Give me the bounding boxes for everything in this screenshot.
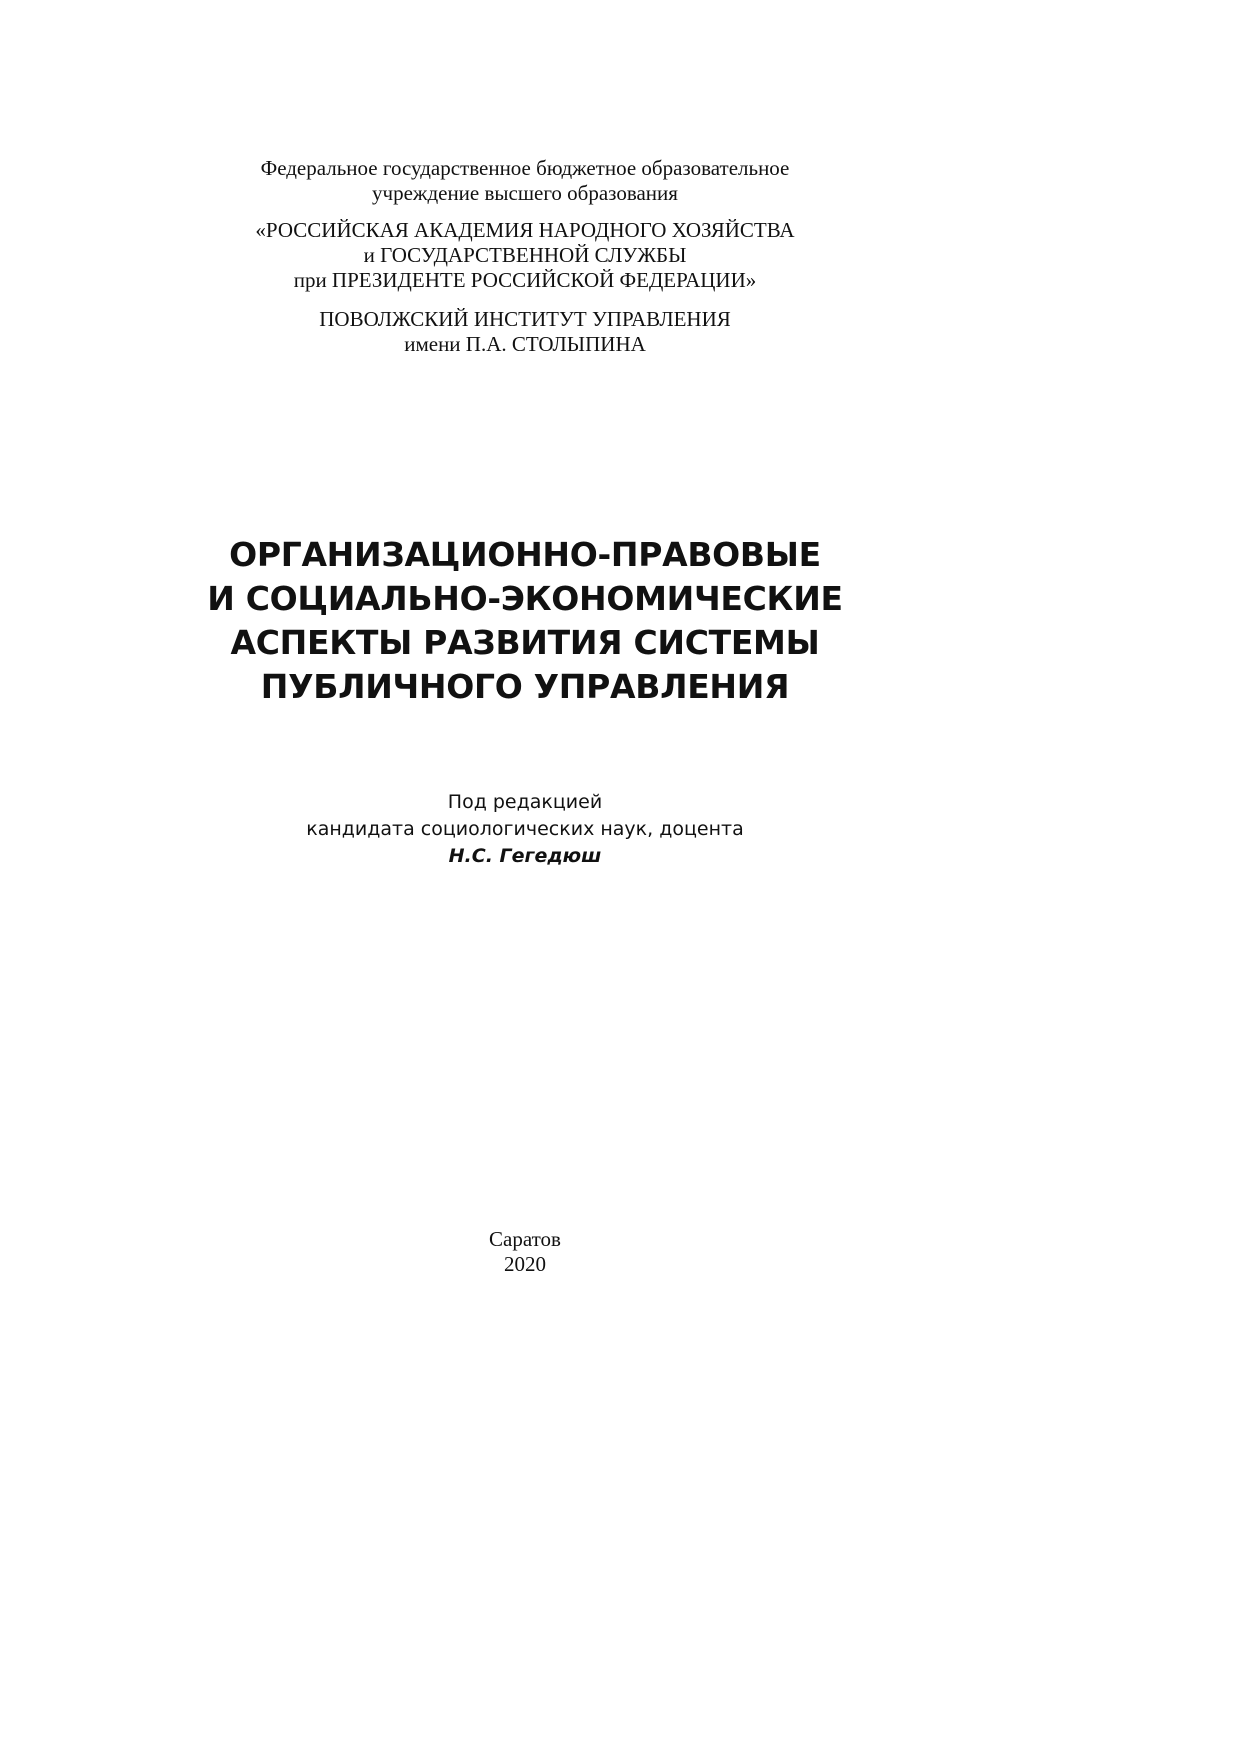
- editor-degree: кандидата социологических наук, доцента: [306, 818, 744, 840]
- institution-line: учреждение высшего образования: [372, 181, 678, 205]
- institute-name: [0, 307, 1050, 357]
- publication-year: 2020: [504, 1252, 546, 1276]
- academy-line: и ГОСУДАРСТВЕННОЙ СЛУЖБЫ: [363, 243, 687, 267]
- editor-credit: [0, 789, 1050, 870]
- institution-line: Федеральное государственное бюджетное образовательное: [260, 156, 790, 180]
- title-line: И СОЦИАЛЬНО-ЭКОНОМИЧЕСКИЕ: [207, 579, 843, 618]
- publication-city: Саратов: [489, 1227, 561, 1251]
- academy-line: «РОССИЙСКАЯ АКАДЕМИЯ НАРОДНОГО ХОЗЯЙСТВА: [255, 218, 795, 242]
- book-title: [0, 533, 1050, 709]
- institution-type: [0, 156, 1050, 206]
- title-line: ОРГАНИЗАЦИОННО-ПРАВОВЫЕ: [229, 535, 821, 574]
- editor-label: Под редакцией: [447, 791, 603, 813]
- institute-line: имени П.А. СТОЛЫПИНА: [404, 332, 646, 356]
- title-line: АСПЕКТЫ РАЗВИТИЯ СИСТЕМЫ: [230, 623, 820, 662]
- institute-line: ПОВОЛЖСКИЙ ИНСТИТУТ УПРАВЛЕНИЯ: [319, 307, 731, 331]
- academy-name: [0, 218, 1050, 293]
- academy-line: при ПРЕЗИДЕНТЕ РОССИЙСКОЙ ФЕДЕРАЦИИ»: [293, 268, 757, 292]
- editor-name: Н.С. Гегедюш: [448, 845, 602, 867]
- imprint: [0, 1227, 1050, 1277]
- title-line: ПУБЛИЧНОГО УПРАВЛЕНИЯ: [260, 667, 790, 706]
